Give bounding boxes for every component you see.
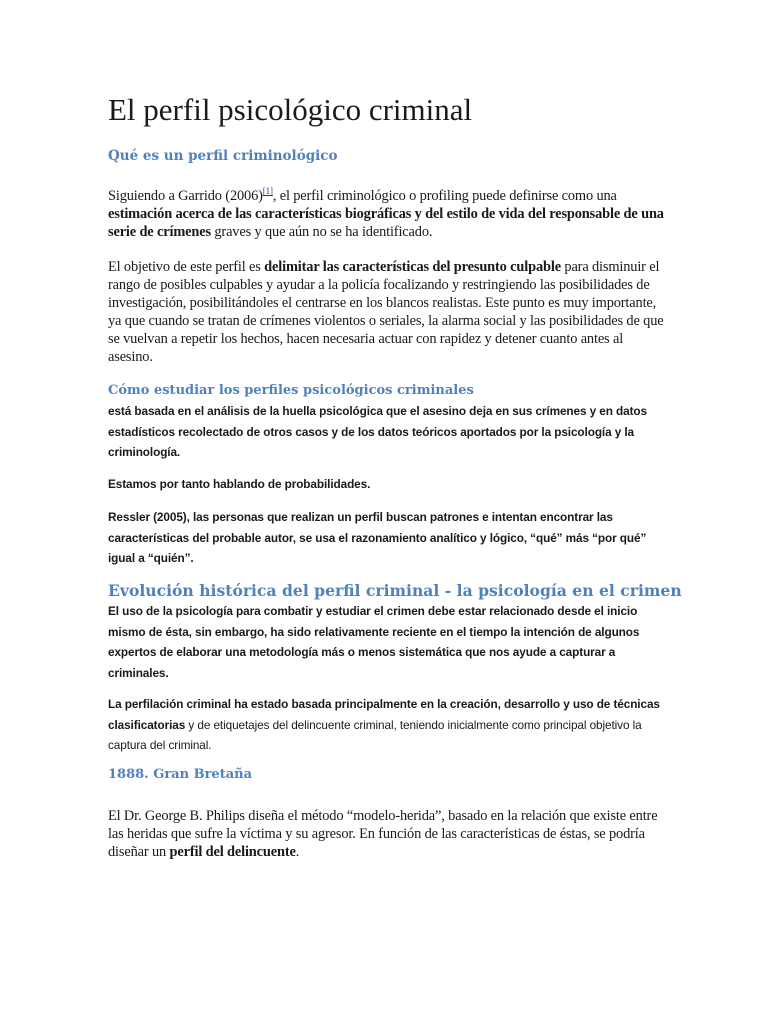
footnote-link[interactable]: [1] [262, 186, 273, 197]
paragraph-uso-psicologia: El uso de la psicología para combatir y estudiar el crimen debe estar relacionado desde el inicio mismo de ésta, sin embargo, ha sido relativamente reciente en el tiempo la intención de algunos expertos de elaborar una metodología más o menos sistemática que nos ayude a capturar a criminales. [108, 604, 640, 680]
paragraph-definicion: Siguiendo a Garrido (2006)[1], el perfil criminológico o profiling puede definirse como una estimación acerca de las características biográficas y del estilo de vida del responsable de una serie de crímenes graves y que aún no se ha identificado. [108, 186, 664, 240]
heading-que-es-perfil: Qué es un perfil criminológico [108, 148, 338, 164]
paragraph-objetivo: El objetivo de este perfil es delimitar las características del presunto culpable para disminuir el rango de posibles culpables y ayudar a la policía focalizando y restringiendo las posibilidades de investigación, posibilitándoles el centrarse en los blancos realistas. Este punto es muy importante, ya que cuando se tratan de crímenes violentos o seriales, la alarma social y las posibilidades de que se vuelvan a repetir los hechos, hacen necesaria actuar con rapidez y detener cuanto antes al asesino. [108, 259, 664, 365]
paragraph-philips: El Dr. George B. Philips diseña el método “modelo-herida”, basado en la relación que existe entre las heridas que sufre la víctima y su agresor. En función de las características de éstas, se podría diseñar un perfil del delincuente. [108, 808, 658, 860]
paragraph-huella-psicologica: está basada en el análisis de la huella psicológica que el asesino deja en sus crímenes y en datos estadísticos recolectado de otros casos y de los datos teóricos aportados por la psicología y la criminología. [108, 404, 647, 459]
heading-como-estudiar: Cómo estudiar los perfiles psicológicos criminales [108, 383, 474, 398]
paragraph-perfilacion: La perfilación criminal ha estado basada principalmente en la creación, desarrollo y uso de técnicas clasificatorias y de etiquetajes del delincuente criminal, teniendo inicialmente como principal objetivo la captura del criminal. [108, 697, 660, 752]
paragraph-ressler: Ressler (2005), las personas que realizan un perfil buscan patrones e intentan encontrar las características del probable autor, se usa el razonamiento analítico y lógico, “qué” más “por qué” igual a “quién”. [108, 510, 647, 565]
document-title: El perfil psicológico criminal [108, 92, 473, 127]
heading-1888-gran-bretana: 1888. Gran Bretaña [108, 767, 252, 782]
heading-evolucion-historica: Evolución histórica del perfil criminal - la psicología en el crimen [108, 581, 682, 600]
paragraph-probabilidades: Estamos por tanto hablando de probabilidades. [108, 477, 371, 491]
